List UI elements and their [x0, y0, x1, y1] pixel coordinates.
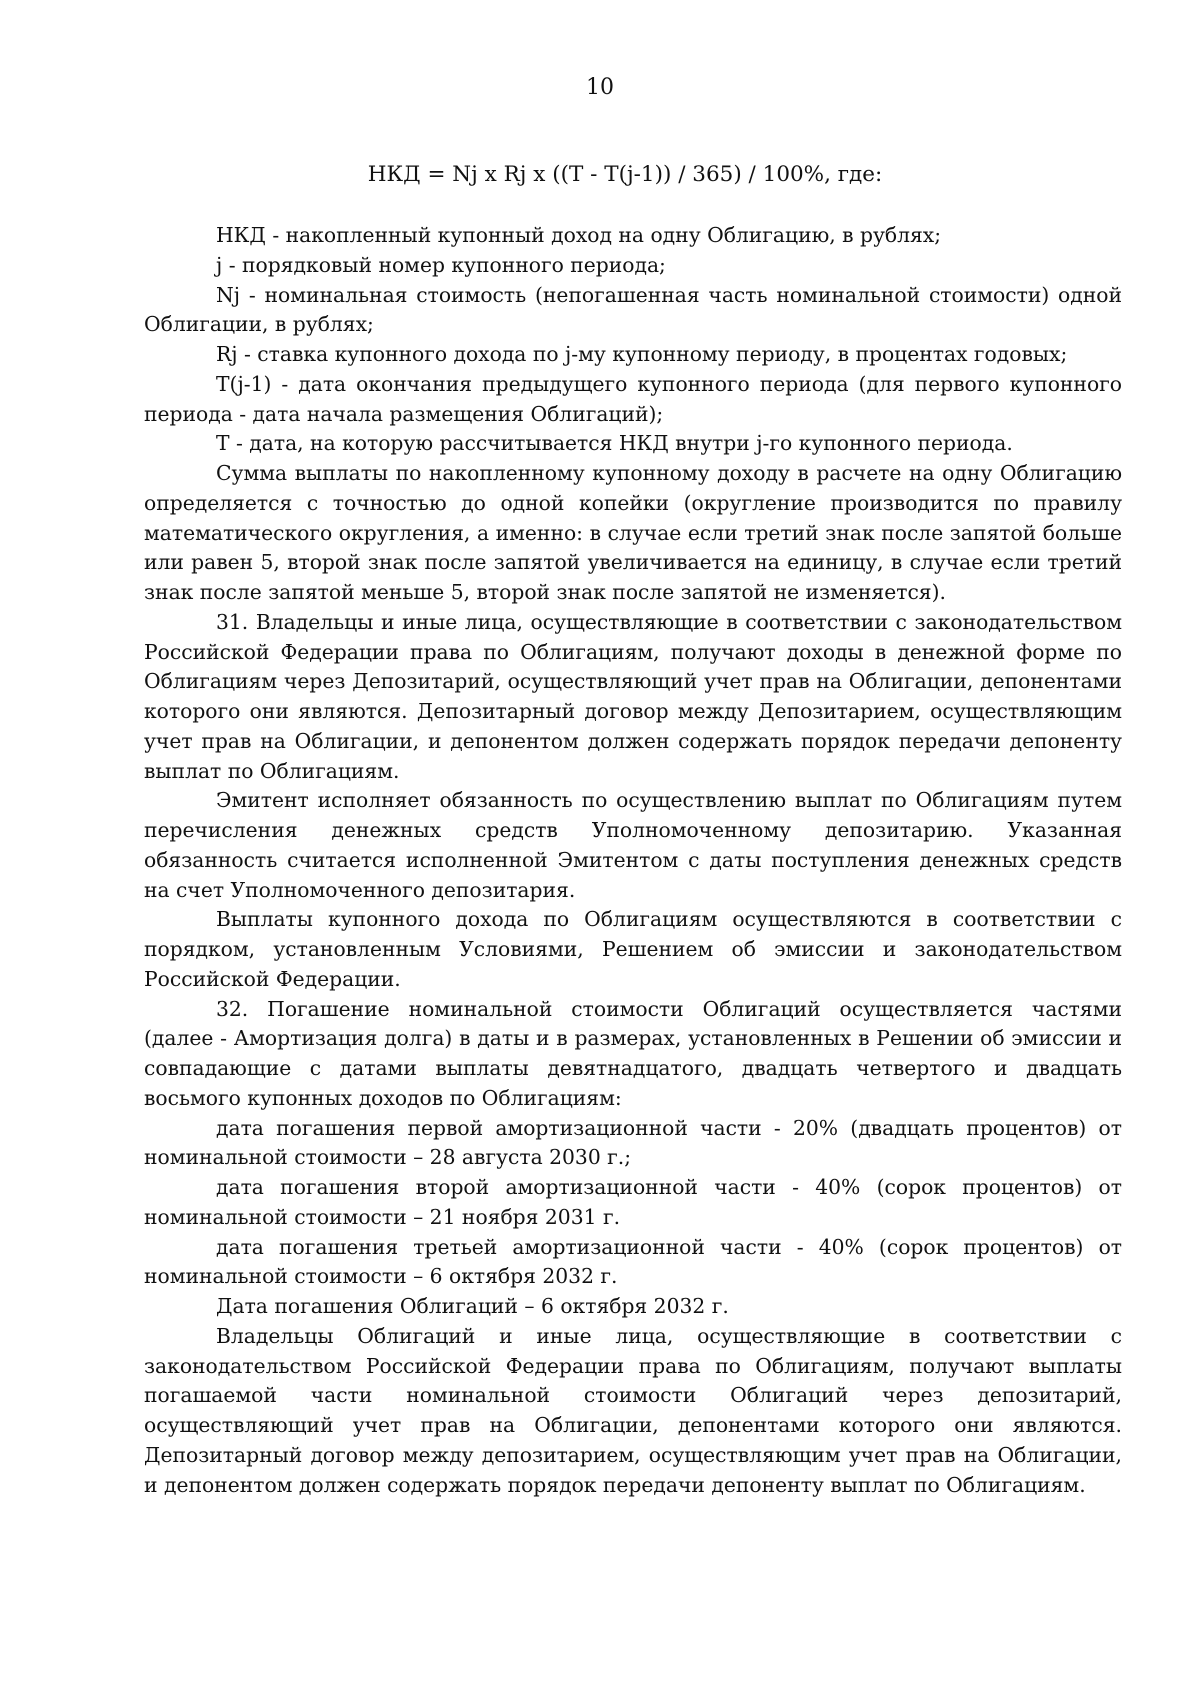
paragraph-j-definition: j - порядковый номер купонного периода;: [216, 252, 666, 277]
paragraph-maturity-date: Дата погашения Облигаций – 6 октября 2032 г.: [216, 1294, 729, 1318]
paragraph-nj-definition: Nj - номинальная стоимость (непогашенная часть номинальной стоимости) одной Облигации, в рублях;: [144, 282, 1122, 337]
paragraph-amortization-first: дата погашения первой амортизационной части - 20% (двадцать процентов) от номинальной стоимости – 28 августа 2030 г.;: [144, 1115, 1122, 1170]
paragraph-amortization-second: дата погашения второй амортизационной части - 40% (сорок процентов) от номинальной стоимости – 21 ноября 2031 г.: [144, 1175, 1122, 1229]
paragraph-tj1-definition: T(j-1) - дата окончания предыдущего купонного периода (для первого купонного периода - дата начала размещения Облигаций);: [144, 371, 1122, 426]
paragraph-section-31: 31. Владельцы и иные лица, осуществляющие в соответствии с законодательством Российской Федерации права по Облигациям, получают доходы в денежной форме по Облигациям через Депозитарий, осуществляющий учет прав на Облигации, депонентами которого они являются. Депозитарный договор между Депозитарием, осуществляющим учет прав на Облигации, и депонентом должен содержать порядок передачи депоненту выплат по Облигациям.: [144, 609, 1122, 783]
paragraph-section-32: 32. Погашение номинальной стоимости Облигаций осуществляется частями (далее - Амортизация долга) в даты и в размерах, установленных в Решении об эмиссии и совпадающие с датами выплаты девятнадцатого, двадцать четвертого и двадцать восьмого купонных доходов по Облигациям:: [144, 996, 1122, 1110]
paragraph-redemption-payments: Владельцы Облигаций и иные лица, осуществляющие в соответствии с законодательством Российской Федерации права по Облигациям, получают выплаты погашаемой части номинальной стоимости Облигаций через депозитарий, осуществляющий учет прав на Облигации, депонентами которого они являются. Депозитарный договор между депозитарием, осуществляющим учет прав на Облигации, и депонентом должен содержать порядок передачи депоненту выплат по Облигациям.: [144, 1323, 1122, 1497]
nkd-formula: НКД = Nj x Rj x ((T - T(j-1)) / 365) / 100%, где:: [367, 162, 883, 187]
paragraph-rounding-rule: Сумма выплаты по накопленному купонному доходу в расчете на одну Облигацию определяется с точностью до одной копейки (округление производится по правилу математического округления, а именно: в случае если третий знак после запятой больше или равен 5, второй знак после запятой увеличивается на единицу, в случае если третий знак после запятой меньше 5, второй знак после запятой не изменяется).: [144, 461, 1122, 604]
paragraph-issuer-obligation: Эмитент исполняет обязанность по осуществлению выплат по Облигациям путем перечисления денежных средств Уполномоченному депозитарию. Указанная обязанность считается исполненной Эмитентом с даты поступления денежных средств на счет Уполномоченного депозитария.: [144, 788, 1122, 902]
page-number: 10: [586, 75, 614, 100]
paragraph-amortization-third: дата погашения третьей амортизационной части - 40% (сорок процентов) от номинальной стоимости – 6 октября 2032 г.: [144, 1234, 1122, 1289]
paragraph-t-definition: Т - дата, на которую рассчитывается НКД внутри j-го купонного периода.: [216, 431, 1013, 456]
document-body: [144, 221, 1122, 1500]
paragraph-rj-definition: Rj - ставка купонного дохода по j-му купонному периоду, в процентах годовых;: [216, 342, 1068, 366]
paragraph-coupon-payments: Выплаты купонного дохода по Облигациям осуществляются в соответствии с порядком, установленным Условиями, Решением об эмиссии и законодательством Российской Федерации.: [144, 907, 1122, 991]
paragraph-nkd-definition: НКД - накопленный купонный доход на одну Облигацию, в рублях;: [216, 223, 942, 247]
